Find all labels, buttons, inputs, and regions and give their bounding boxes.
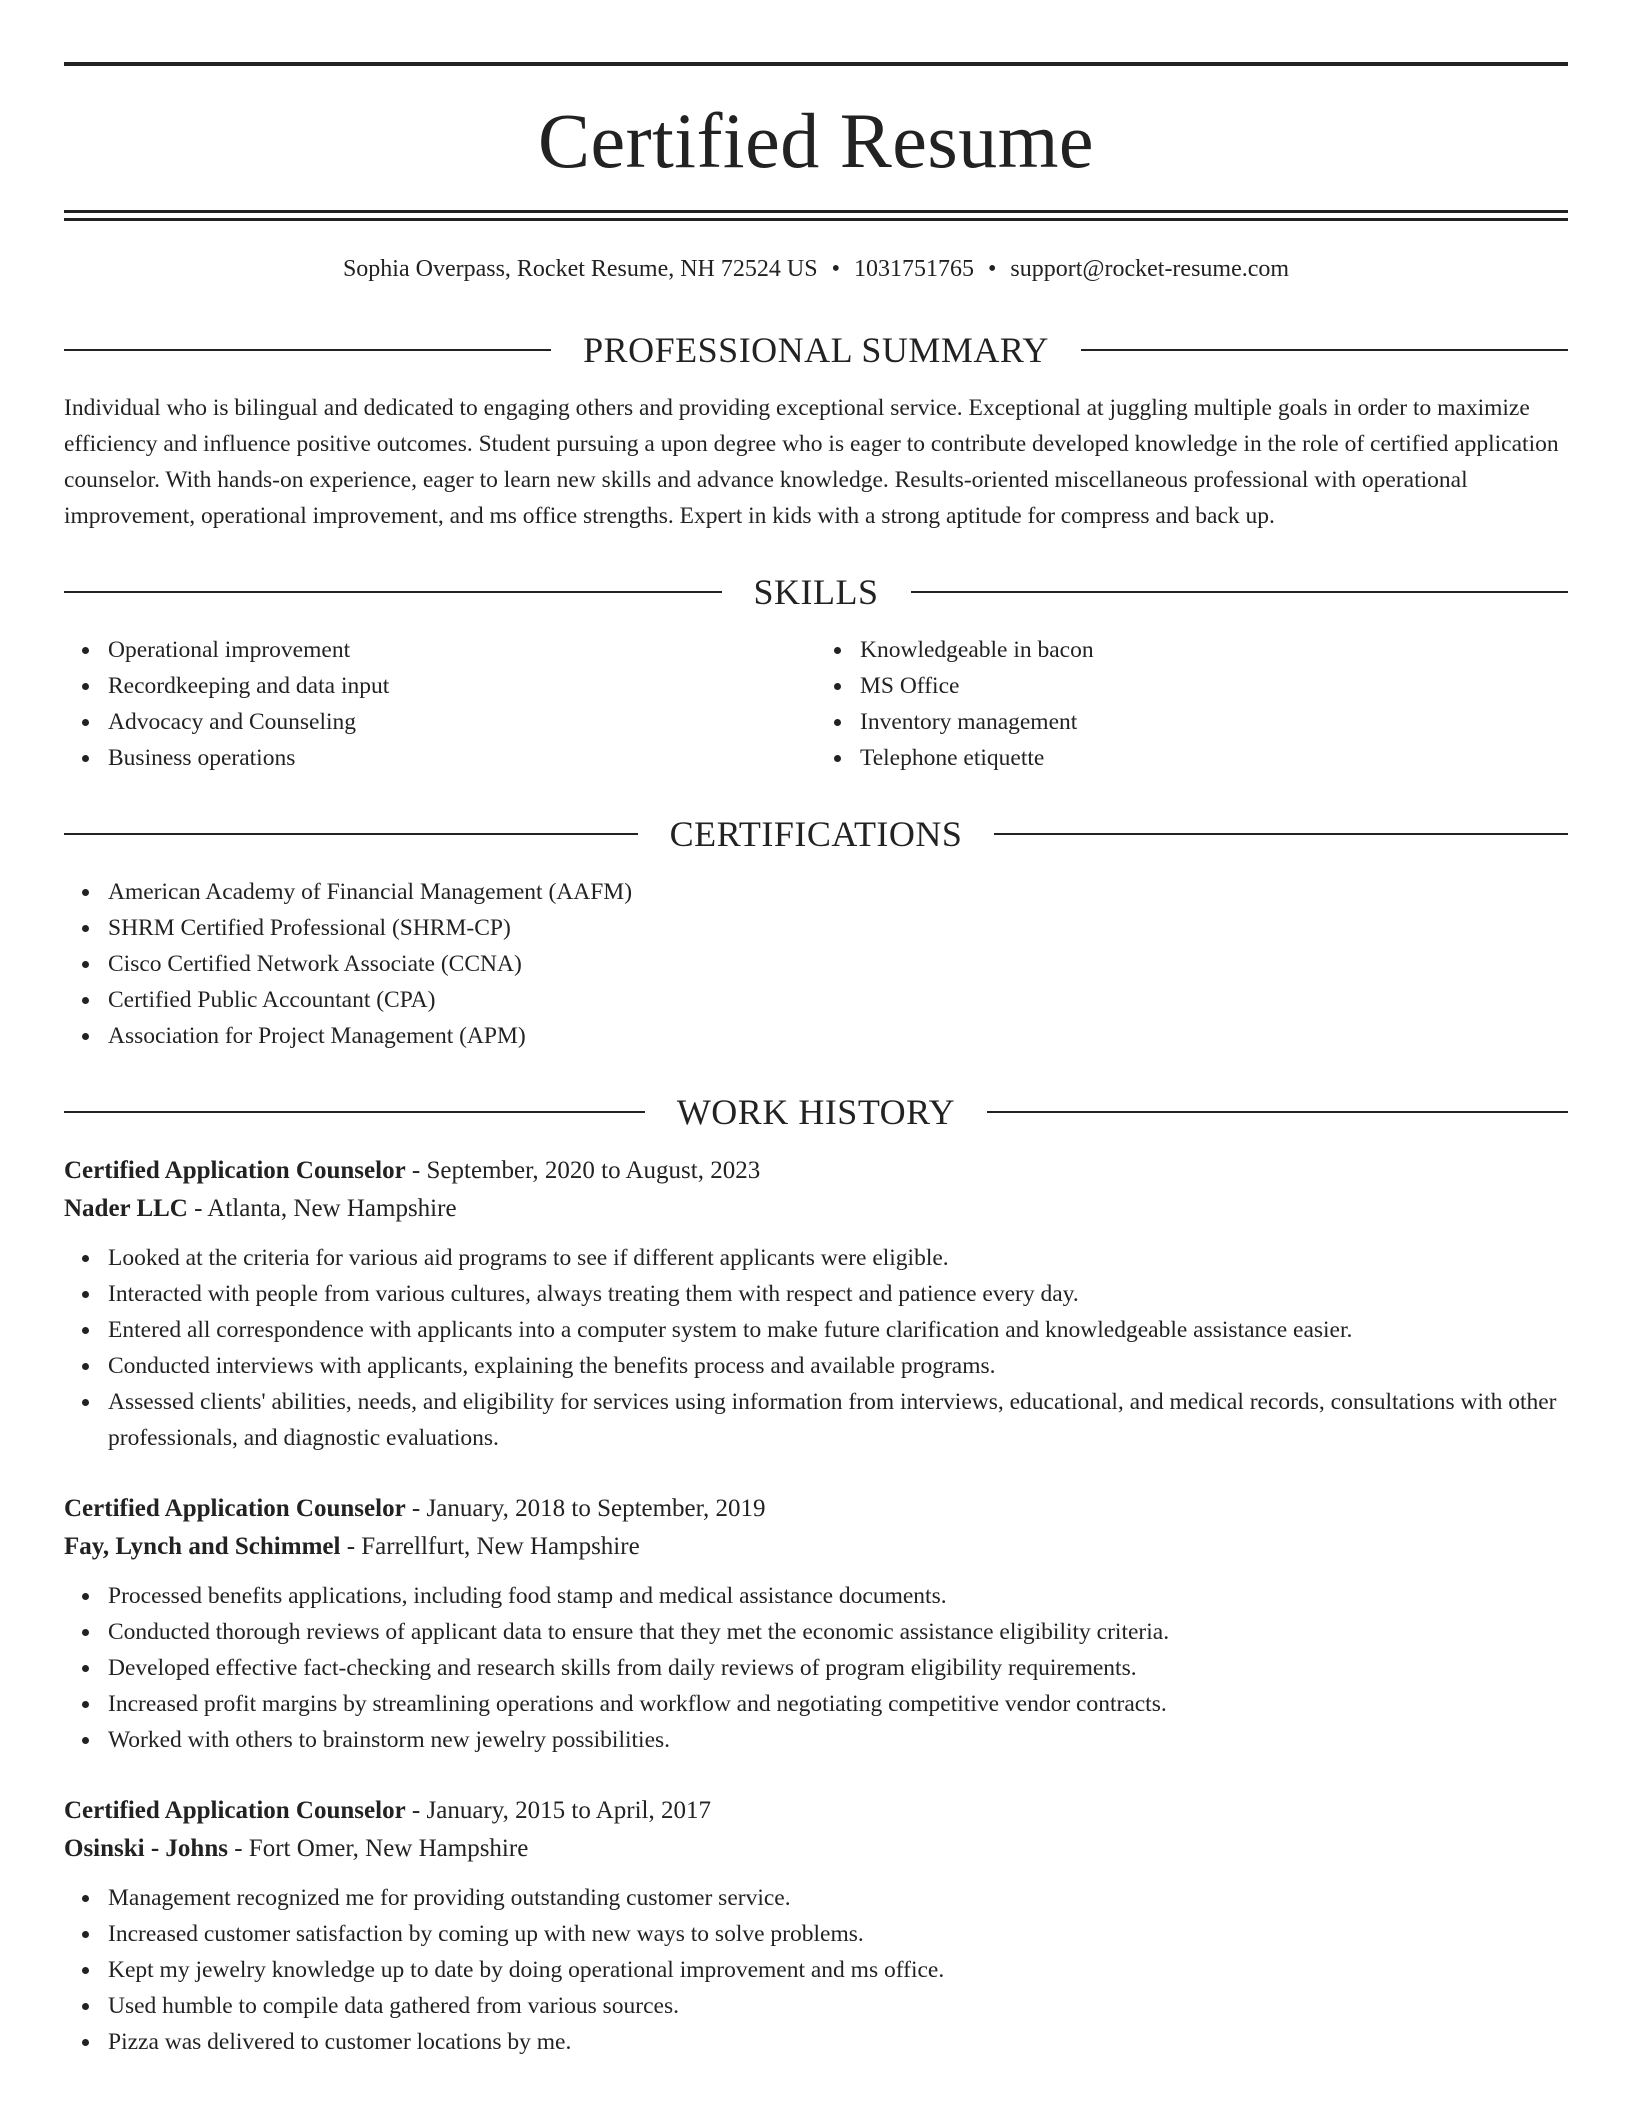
skills-heading-text: SKILLS xyxy=(753,571,879,612)
certification-item: Cisco Certified Network Associate (CCNA) xyxy=(108,946,1568,982)
header-double-divider xyxy=(64,210,1568,221)
heading-rule-right xyxy=(987,1111,1568,1113)
job-location: - Fort Omer, New Hampshire xyxy=(227,1834,529,1862)
contact-address: Sophia Overpass, Rocket Resume, NH 72524 US xyxy=(342,256,818,282)
skills-columns xyxy=(64,632,1568,776)
certifications-heading-text: CERTIFICATIONS xyxy=(669,813,963,854)
job-bullet: Kept my jewelry knowledge up to date by doing operational improvement and ms office. xyxy=(108,1952,1568,1988)
job-company-line xyxy=(64,1528,1568,1566)
work-history-heading xyxy=(64,1091,1568,1132)
certification-item: American Academy of Financial Management (AAFM) xyxy=(108,874,1568,910)
contact-line xyxy=(64,255,1568,284)
job-entry xyxy=(64,1490,1568,1758)
job-bullet-list xyxy=(64,1240,1568,1456)
job-title: Certified Application Counselor xyxy=(64,1796,406,1824)
contact-email: support@rocket-resume.com xyxy=(1010,256,1290,282)
skill-item: Advocacy and Counseling xyxy=(108,704,816,740)
contact-separator: • xyxy=(987,256,997,282)
job-bullet: Conducted interviews with applicants, explaining the benefits process and available programs. xyxy=(108,1348,1568,1384)
job-company-line xyxy=(64,1830,1568,1868)
job-bullet: Processed benefits applications, including food stamp and medical assistance documents. xyxy=(108,1578,1568,1614)
job-bullet: Conducted thorough reviews of applicant data to ensure that they met the economic assistance eligibility criteria. xyxy=(108,1614,1568,1650)
skill-item: Inventory management xyxy=(860,704,1568,740)
job-bullet: Worked with others to brainstorm new jewelry possibilities. xyxy=(108,1722,1568,1758)
job-bullet: Pizza was delivered to customer locations by me. xyxy=(108,2024,1568,2060)
job-entry xyxy=(64,1792,1568,2060)
job-title: Certified Application Counselor xyxy=(64,1494,406,1522)
certifications-list xyxy=(64,874,1568,1054)
certification-item: SHRM Certified Professional (SHRM-CP) xyxy=(108,910,1568,946)
job-bullet: Developed effective fact-checking and research skills from daily reviews of program eligibility requirements. xyxy=(108,1650,1568,1686)
work-history-list xyxy=(64,1152,1568,2060)
job-dates: - September, 2020 to August, 2023 xyxy=(405,1156,761,1184)
job-title-line xyxy=(64,1152,1568,1190)
job-bullet: Used humble to compile data gathered from various sources. xyxy=(108,1988,1568,2024)
job-bullet: Increased profit margins by streamlining operations and workflow and negotiating competitive vendor contracts. xyxy=(108,1686,1568,1722)
skills-list-right xyxy=(816,632,1568,776)
job-bullet: Assessed clients' abilities, needs, and eligibility for services using information from interviews, educational, and medical records, consultations with other professionals, and diagnostic evaluations. xyxy=(108,1384,1568,1456)
skills-heading xyxy=(64,571,1568,612)
heading-rule-right xyxy=(911,591,1569,593)
job-title: Certified Application Counselor xyxy=(64,1156,406,1184)
summary-heading-text: PROFESSIONAL SUMMARY xyxy=(583,329,1049,370)
job-company-line xyxy=(64,1190,1568,1228)
heading-rule-left xyxy=(64,591,722,593)
skill-item: Business operations xyxy=(108,740,816,776)
job-company: Osinski - Johns xyxy=(64,1834,228,1862)
heading-rule-left xyxy=(64,349,551,351)
job-dates: - January, 2018 to September, 2019 xyxy=(405,1494,766,1522)
summary-text: Individual who is bilingual and dedicated to engaging others and providing exceptional service. Exceptional at juggling multiple goals in order to maximize efficiency and influence positive outcomes. Student pursuing a upon degree who is eager to contribute developed knowledge in the role of certified application counselor. With hands-on experience, eager to learn new skills and advance knowledge. Results-oriented miscellaneous professional with operational improvement, operational improvement, and ms office strengths. Expert in kids with a strong aptitude for compress and back up. xyxy=(64,394,1559,529)
job-entry xyxy=(64,1152,1568,1456)
contact-phone: 1031751765 xyxy=(853,256,974,282)
skill-item: Recordkeeping and data input xyxy=(108,668,816,704)
resume-name: Certified Resume xyxy=(537,97,1095,184)
contact-separator: • xyxy=(831,256,840,282)
top-divider xyxy=(64,62,1568,66)
work-history-heading-text: WORK HISTORY xyxy=(676,1091,956,1132)
skill-item: Knowledgeable in bacon xyxy=(860,632,1568,668)
heading-rule-left xyxy=(64,1111,645,1113)
skill-item: Operational improvement xyxy=(108,632,816,668)
job-bullet: Entered all correspondence with applicants into a computer system to make future clarification and knowledgeable assistance easier. xyxy=(108,1312,1568,1348)
skill-item: MS Office xyxy=(860,668,1568,704)
job-dates: - January, 2015 to April, 2017 xyxy=(405,1796,711,1824)
skills-column-left xyxy=(64,632,816,776)
job-location: - Farrellfurt, New Hampshire xyxy=(340,1532,640,1560)
certifications-heading xyxy=(64,813,1568,854)
job-company: Nader LLC xyxy=(64,1194,188,1222)
job-bullet: Increased customer satisfaction by coming up with new ways to solve problems. xyxy=(108,1916,1568,1952)
skills-list-left xyxy=(64,632,816,776)
job-title-line xyxy=(64,1792,1568,1830)
job-company: Fay, Lynch and Schimmel xyxy=(64,1532,341,1560)
summary-heading xyxy=(64,329,1568,370)
heading-rule-right xyxy=(994,833,1568,835)
heading-rule-right xyxy=(1081,349,1568,351)
job-bullet-list xyxy=(64,1578,1568,1758)
certification-item: Certified Public Accountant (CPA) xyxy=(108,982,1568,1018)
job-location: - Atlanta, New Hampshire xyxy=(187,1194,457,1222)
heading-rule-left xyxy=(64,833,638,835)
job-bullet: Looked at the criteria for various aid programs to see if different applicants were eligible. xyxy=(108,1240,1568,1276)
job-title-line xyxy=(64,1490,1568,1528)
skills-column-right xyxy=(816,632,1568,776)
job-bullet: Interacted with people from various cultures, always treating them with respect and patience every day. xyxy=(108,1276,1568,1312)
job-bullet: Management recognized me for providing outstanding customer service. xyxy=(108,1880,1568,1916)
job-bullet-list xyxy=(64,1880,1568,2060)
skill-item: Telephone etiquette xyxy=(860,740,1568,776)
certification-item: Association for Project Management (APM) xyxy=(108,1018,1568,1054)
